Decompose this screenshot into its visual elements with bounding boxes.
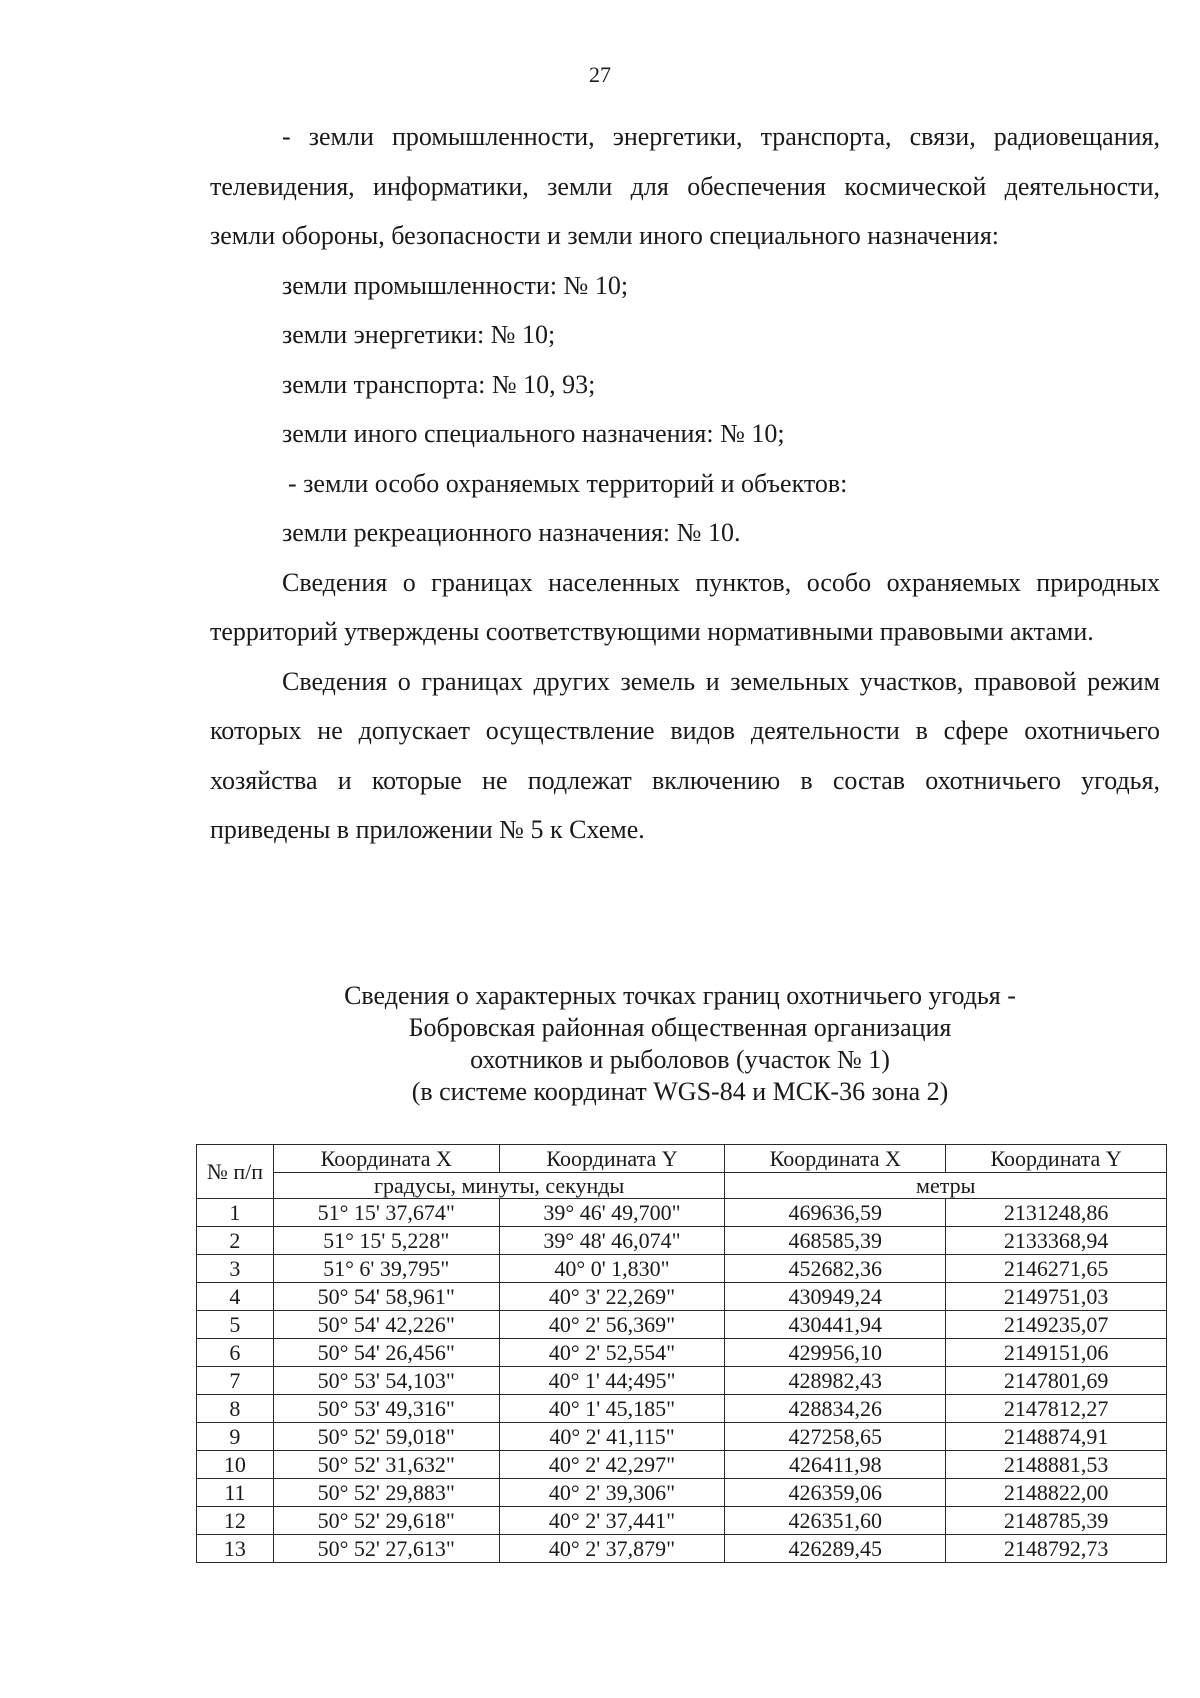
table-row xyxy=(197,1535,1167,1563)
table-row xyxy=(197,1255,1167,1283)
table-row xyxy=(197,1283,1167,1311)
caption-line-1: Сведения о характерных точках границ охотничьего угодья - xyxy=(344,981,1016,1010)
cell-lon-deg: 40° 2' 42,297" xyxy=(499,1451,725,1479)
header-number: № п/п xyxy=(197,1145,274,1199)
cell-number: 1 xyxy=(197,1199,274,1227)
header-coord-x-deg: Координата X xyxy=(273,1145,499,1173)
cell-lat-deg: 50° 52' 27,613" xyxy=(273,1535,499,1563)
table-row xyxy=(197,1311,1167,1339)
caption-line-2: Бобровская районная общественная организация xyxy=(408,1013,952,1042)
cell-number: 4 xyxy=(197,1283,274,1311)
cell-y-meters: 2147812,27 xyxy=(946,1395,1167,1423)
table-caption xyxy=(200,980,1160,1108)
header-unit-meters: метры xyxy=(725,1173,1167,1199)
cell-lon-deg: 40° 2' 41,115" xyxy=(499,1423,725,1451)
header-coord-y-deg: Координата Y xyxy=(499,1145,725,1173)
cell-lat-deg: 50° 54' 26,456" xyxy=(273,1339,499,1367)
list-item-protected: - земли особо охраняемых территорий и объектов: xyxy=(288,468,848,498)
cell-lat-deg: 50° 54' 58,961" xyxy=(273,1283,499,1311)
cell-x-meters: 426411,98 xyxy=(725,1451,946,1479)
cell-number: 10 xyxy=(197,1451,274,1479)
cell-x-meters: 428834,26 xyxy=(725,1395,946,1423)
cell-number: 5 xyxy=(197,1311,274,1339)
cell-y-meters: 2146271,65 xyxy=(946,1255,1167,1283)
cell-lat-deg: 51° 15' 5,228" xyxy=(273,1227,499,1255)
table-row xyxy=(197,1451,1167,1479)
cell-x-meters: 430441,94 xyxy=(725,1311,946,1339)
table-row xyxy=(197,1367,1167,1395)
paragraph-other-lands: Сведения о границах других земель и земельных участков, правовой режим которых не допускает осуществление видов деятельности в сфере охотничьего хозяйства и которые не подлежат включению в состав охотничьего угодья, приведены в приложении № 5 к Схеме. xyxy=(210,666,1160,844)
cell-lon-deg: 40° 3' 22,269" xyxy=(499,1283,725,1311)
cell-y-meters: 2148785,39 xyxy=(946,1507,1167,1535)
caption-line-3: охотников и рыболовов (участок № 1) xyxy=(470,1045,890,1074)
paragraph-land-categories: - земли промышленности, энергетики, транспорта, связи, радиовещания, телевидения, информатики, земли для обеспечения космической деятельности, земли обороны, безопасности и земли иного специального назначения: xyxy=(210,122,1160,250)
cell-number: 3 xyxy=(197,1255,274,1283)
cell-x-meters: 428982,43 xyxy=(725,1367,946,1395)
cell-lat-deg: 50° 52' 59,018" xyxy=(273,1423,499,1451)
cell-x-meters: 452682,36 xyxy=(725,1255,946,1283)
table-row xyxy=(197,1227,1167,1255)
cell-y-meters: 2148822,00 xyxy=(946,1479,1167,1507)
cell-y-meters: 2131248,86 xyxy=(946,1199,1167,1227)
cell-y-meters: 2133368,94 xyxy=(946,1227,1167,1255)
cell-number: 11 xyxy=(197,1479,274,1507)
cell-lat-deg: 50° 52' 29,618" xyxy=(273,1507,499,1535)
cell-x-meters: 427258,65 xyxy=(725,1423,946,1451)
list-item-recreation: земли рекреационного назначения: № 10. xyxy=(282,518,741,547)
cell-lat-deg: 51° 15' 37,674" xyxy=(273,1199,499,1227)
cell-lon-deg: 40° 2' 52,554" xyxy=(499,1339,725,1367)
cell-lon-deg: 39° 48' 46,074" xyxy=(499,1227,725,1255)
table-row xyxy=(197,1395,1167,1423)
cell-number: 8 xyxy=(197,1395,274,1423)
list-item-energy: земли энергетики: № 10; xyxy=(282,320,556,349)
cell-x-meters: 426359,06 xyxy=(725,1479,946,1507)
cell-y-meters: 2149235,07 xyxy=(946,1311,1167,1339)
cell-lon-deg: 40° 2' 37,441" xyxy=(499,1507,725,1535)
cell-y-meters: 2148881,53 xyxy=(946,1451,1167,1479)
cell-number: 13 xyxy=(197,1535,274,1563)
cell-lon-deg: 40° 2' 56,369" xyxy=(499,1311,725,1339)
table-row xyxy=(197,1339,1167,1367)
caption-line-4: (в системе координат WGS-84 и МСК-36 зона 2) xyxy=(411,1077,949,1106)
page-number: 27 xyxy=(589,62,611,87)
cell-number: 2 xyxy=(197,1227,274,1255)
cell-number: 7 xyxy=(197,1367,274,1395)
cell-lon-deg: 40° 2' 37,879" xyxy=(499,1535,725,1563)
cell-y-meters: 2148792,73 xyxy=(946,1535,1167,1563)
table-body xyxy=(197,1199,1167,1563)
list-item-transport: земли транспорта: № 10, 93; xyxy=(282,369,596,399)
paragraph-settlements: Сведения о границах населенных пунктов, особо охраняемых природных территорий утверждены соответствующими нормативными правовыми актами. xyxy=(210,567,1160,646)
header-coord-x-m: Координата X xyxy=(725,1145,946,1173)
coordinates-table xyxy=(196,1144,1167,1563)
cell-x-meters: 429956,10 xyxy=(725,1339,946,1367)
cell-x-meters: 430949,24 xyxy=(725,1283,946,1311)
cell-lat-deg: 50° 52' 31,632" xyxy=(273,1451,499,1479)
cell-lat-deg: 50° 54' 42,226" xyxy=(273,1311,499,1339)
cell-x-meters: 426351,60 xyxy=(725,1507,946,1535)
list-item-industry: земли промышленности: № 10; xyxy=(282,270,629,300)
cell-lat-deg: 50° 53' 54,103" xyxy=(273,1367,499,1395)
cell-number: 6 xyxy=(197,1339,274,1367)
cell-lon-deg: 40° 1' 45,185" xyxy=(499,1395,725,1423)
cell-lon-deg: 40° 1' 44;495" xyxy=(499,1367,725,1395)
cell-y-meters: 2149751,03 xyxy=(946,1283,1167,1311)
body-text xyxy=(210,112,1160,855)
table-row xyxy=(197,1199,1167,1227)
table-row xyxy=(197,1423,1167,1451)
cell-y-meters: 2147801,69 xyxy=(946,1367,1167,1395)
cell-lat-deg: 50° 53' 49,316" xyxy=(273,1395,499,1423)
cell-lon-deg: 39° 46' 49,700" xyxy=(499,1199,725,1227)
table-row xyxy=(197,1507,1167,1535)
cell-lon-deg: 40° 0' 1,830" xyxy=(499,1255,725,1283)
cell-number: 12 xyxy=(197,1507,274,1535)
cell-x-meters: 426289,45 xyxy=(725,1535,946,1563)
cell-lon-deg: 40° 2' 39,306" xyxy=(499,1479,725,1507)
cell-y-meters: 2148874,91 xyxy=(946,1423,1167,1451)
cell-lat-deg: 51° 6' 39,795" xyxy=(273,1255,499,1283)
cell-y-meters: 2149151,06 xyxy=(946,1339,1167,1367)
cell-x-meters: 468585,39 xyxy=(725,1227,946,1255)
header-unit-degrees: градусы, минуты, секунды xyxy=(273,1173,725,1199)
cell-number: 9 xyxy=(197,1423,274,1451)
header-coord-y-m: Координата Y xyxy=(946,1145,1167,1173)
table-row xyxy=(197,1479,1167,1507)
cell-x-meters: 469636,59 xyxy=(725,1199,946,1227)
cell-lat-deg: 50° 52' 29,883" xyxy=(273,1479,499,1507)
list-item-special: земли иного специального назначения: № 10; xyxy=(282,419,785,448)
